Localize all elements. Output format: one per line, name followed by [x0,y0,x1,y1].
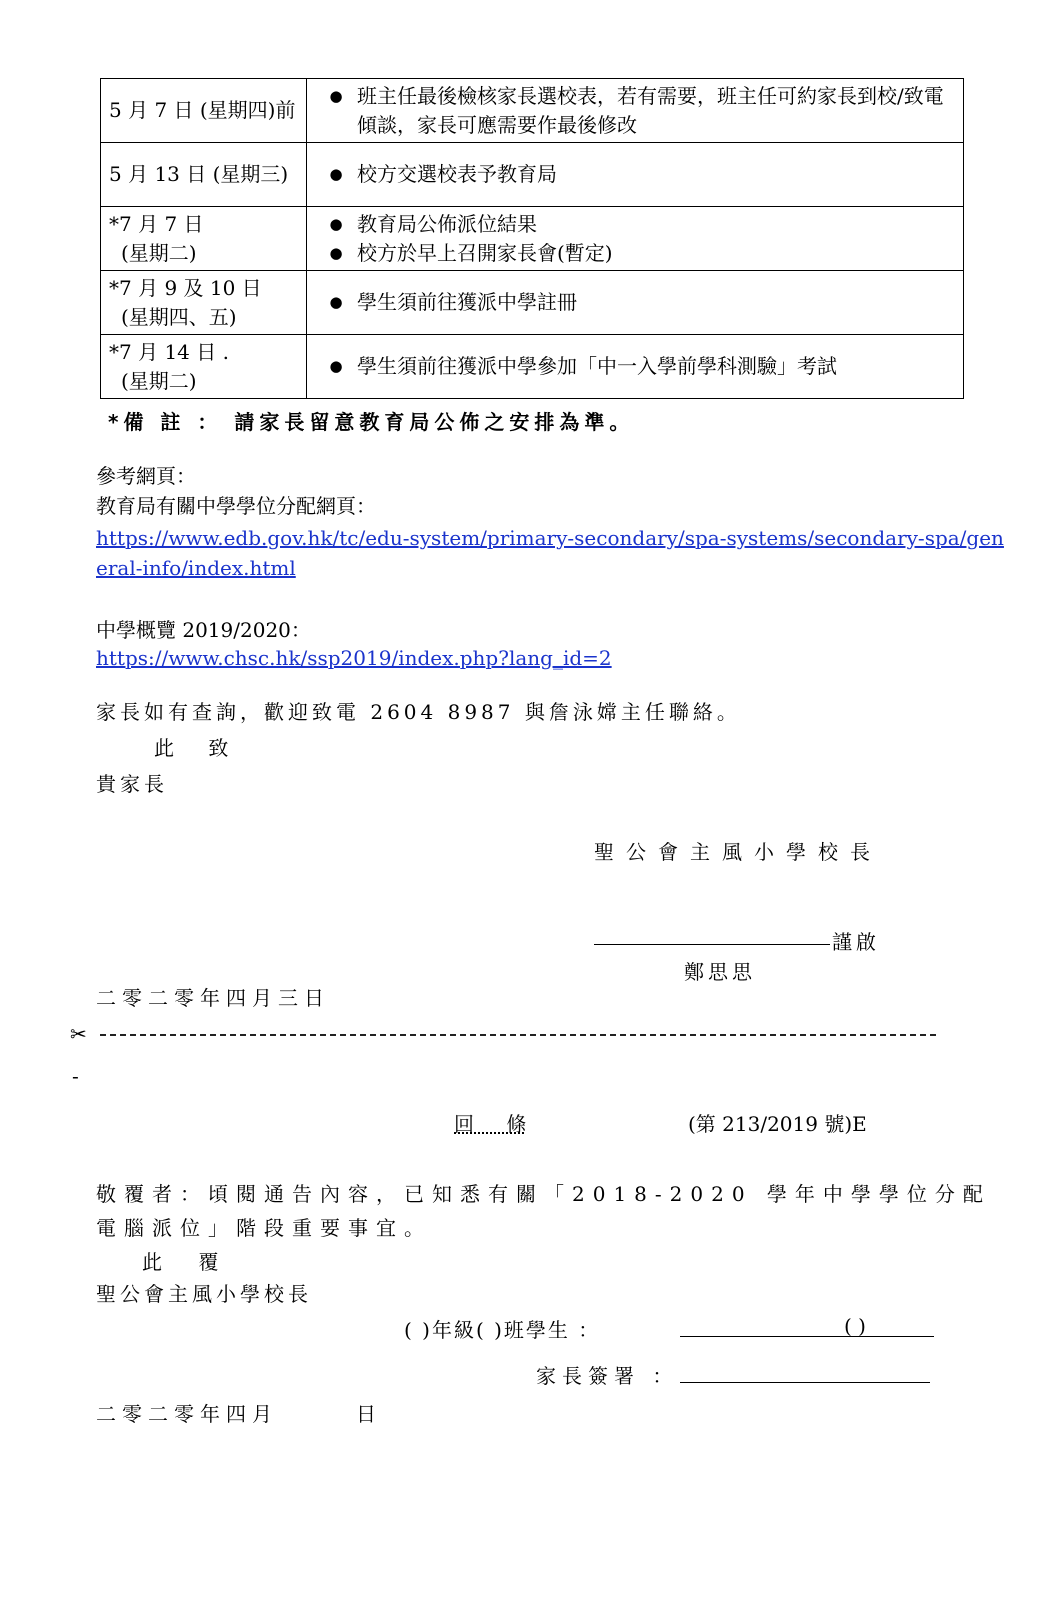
schedule-date [101,271,307,335]
schedule-row [101,79,964,143]
schedule-item [315,352,963,381]
schedule-table [100,78,964,399]
schedule-date-line: (星期二) [121,368,197,393]
bullet-icon: ● [329,86,343,105]
schedule-date-line: (星期二) [121,240,197,265]
schedule-row [101,271,964,335]
schedule-date [101,207,307,271]
schedule-note: *備 註 ： 請家長留意教育局公佈之安排為準。 [108,410,635,434]
schedule-date-line: 5 月 7 日 (星期四)前 [109,98,296,122]
principal-title: 聖公會主風小學校長 [594,840,882,864]
schedule-item-text: 校方於早上召開家長會(暫定) [357,240,613,265]
reply-to: 聖公會主風小學校長 [96,1282,312,1306]
schedule-items [307,143,964,207]
schedule-date-line: *7 月 14 日 . [109,339,229,364]
schedule-row [101,143,964,207]
closing-addressee: 貴家長 [96,772,168,796]
schedule-date-line: 5 月 13 日 (星期三) [109,162,289,186]
schedule-items [307,335,964,399]
reply-text-line1: 敬覆者：頃閱通告內容，已知悉有關「2018-2020 學年中學學位分配 [96,1182,991,1206]
schedule-items [307,271,964,335]
parent-sign-label: 家長簽署 ： [536,1364,679,1388]
parent-signature-field[interactable] [680,1382,930,1383]
chsc-label: 中學概覽 2019/2020： [96,618,311,642]
schedule-item-text: 教育局公佈派位結果 [357,211,537,236]
schedule-date-line: *7 月 7 日 [109,211,204,236]
schedule-item [315,160,963,189]
notice-date: 二零二零年四月三日 [96,986,330,1010]
edb-label: 教育局有關中學學位分配網頁： [96,494,376,518]
student-label: ( )年級( )班學生 ： [404,1318,601,1342]
reply-text-line2: 電腦派位」階段重要事宜。 [96,1216,432,1240]
schedule-item [315,288,963,317]
signature-line [594,944,830,945]
schedule-item-text: 班主任最後檢核家長選校表，若有需要，班主任可約家長到校/致電傾談，家長可應需要作最後修改 [357,83,944,137]
schedule-item-text: 校方交選校表予教育局 [357,162,557,186]
scissors-icon: ✂ [70,1022,87,1046]
reply-ci-fu: 此 覆 [142,1250,219,1274]
schedule-date-line: (星期四、五) [121,304,237,329]
bullet-icon: ● [329,357,343,375]
edb-link-line1[interactable]: https://www.edb.gov.hk/tc/edu-system/primary-secondary/spa-systems/secondary-spa/gen [96,526,1004,550]
schedule-item-text: 學生須前往獲派中學註冊 [357,290,577,314]
closing-ci-zhi: 此 致 [154,736,229,760]
student-name-field[interactable] [680,1336,934,1337]
cut-dash-end: - [72,1064,79,1088]
schedule-date [101,79,307,143]
references-heading: 參考網頁： [96,464,196,488]
schedule-date-line: *7 月 9 及 10 日 [109,275,262,300]
bullet-icon: ● [329,243,343,262]
schedule-items [307,207,964,271]
bullet-icon: ● [329,293,343,311]
contact-text: 家長如有查詢，歡迎致電 2604 8987 與詹泳嫦主任聯絡。 [96,700,741,724]
schedule-row [101,207,964,271]
respect-text: 謹啟 [832,930,880,954]
schedule-items [307,79,964,143]
schedule-date [101,335,307,399]
student-number-paren: ( ) [844,1314,866,1338]
reply-ref: (第 213/2019 號)E [688,1112,867,1136]
schedule-item [315,210,963,239]
schedule-date [101,143,307,207]
cut-dashed-line [100,1034,936,1036]
schedule-row [101,335,964,399]
bullet-icon: ● [329,214,343,233]
reply-title: 回 條 [454,1112,527,1136]
reply-date: 二零二零年四月 [96,1402,278,1426]
bullet-icon: ● [329,165,343,183]
principal-name: 鄭思思 [684,960,756,984]
schedule-item [315,82,963,140]
edb-link-line2[interactable]: eral-info/index.html [96,556,296,580]
chsc-link[interactable]: https://www.chsc.hk/ssp2019/index.php?lang_id=2 [96,646,612,670]
reply-day: 日 [356,1402,376,1426]
schedule-item-text: 學生須前往獲派中學參加「中一入學前學科測驗」考試 [357,354,837,378]
schedule-item [315,239,963,268]
